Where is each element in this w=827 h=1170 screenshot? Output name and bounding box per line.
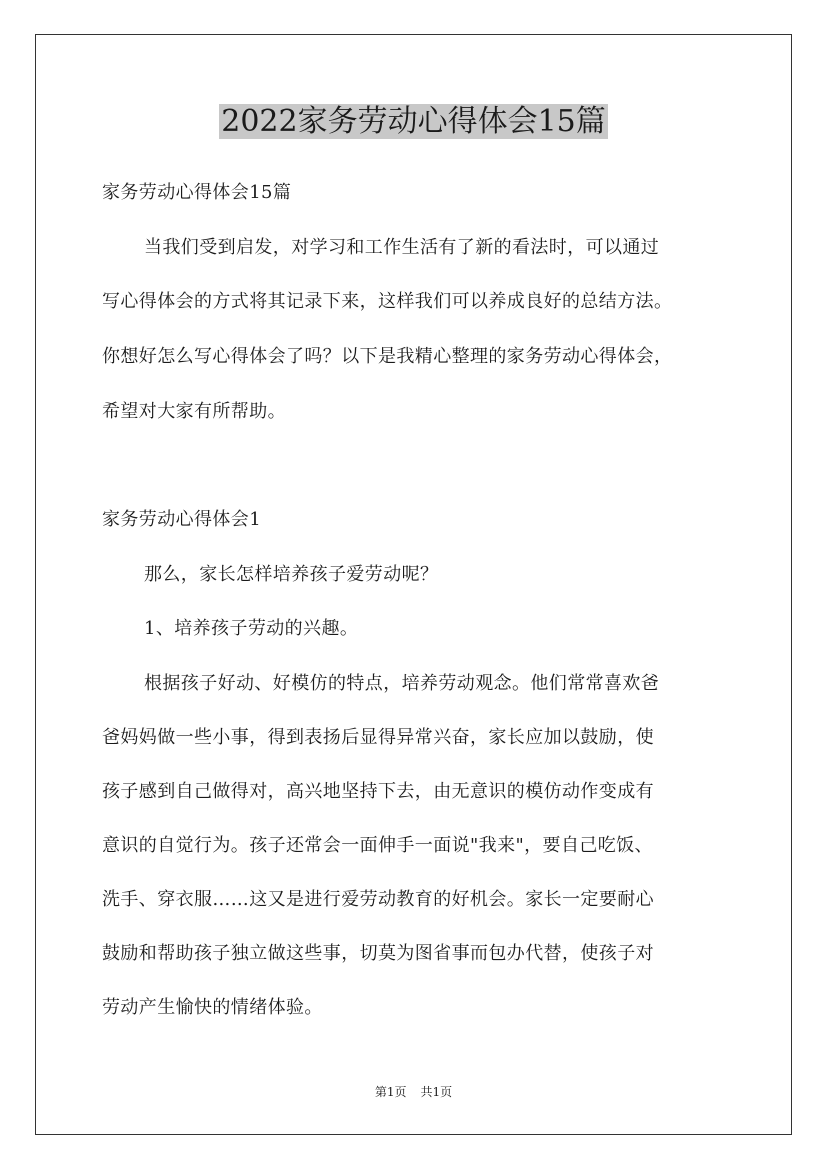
body-line-1: 根据孩子好动、好模仿的特点，培养劳动观念。他们常常喜欢爸	[144, 673, 660, 694]
point-1-line: 1、培养孩子劳动的兴趣。	[144, 618, 359, 639]
body-line-4: 意识的自觉行为。孩子还常会一面伸手一面说"我来"，要自己吃饭、	[102, 835, 653, 856]
intro-line-3: 你想好怎么写心得体会了吗？以下是我精心整理的家务劳动心得体会，	[102, 346, 673, 367]
intro-line-4: 希望对大家有所帮助。	[102, 401, 286, 422]
body-line-7: 劳动产生愉快的情绪体验。	[102, 997, 323, 1018]
intro-line-1: 当我们受到启发，对学习和工作生活有了新的看法时，可以通过	[144, 237, 660, 258]
page-footer	[0, 1084, 827, 1100]
body-line-6: 鼓励和帮助孩子独立做这些事，切莫为图省事而包办代替，使孩子对	[102, 943, 654, 964]
intro-line-2: 写心得体会的方式将其记录下来，这样我们可以养成良好的总结方法。	[102, 291, 673, 312]
body-line-5: 洗手、穿衣服……这又是进行爱劳动教育的好机会。家长一定要耐心	[102, 889, 654, 910]
document-title-text: 2022家务劳动心得体会15篇	[221, 104, 606, 139]
section-heading: 家务劳动心得体会1	[102, 509, 262, 530]
document-subtitle: 家务劳动心得体会15篇	[102, 182, 292, 203]
page-number: 第1页	[374, 1085, 407, 1099]
page-total: 共1页	[420, 1085, 453, 1099]
question-line: 那么，家长怎样培养孩子爱劳动呢？	[144, 564, 439, 585]
body-line-2: 爸妈妈做一些小事，得到表扬后显得异常兴奋，家长应加以鼓励，使	[102, 727, 654, 748]
body-line-3: 孩子感到自己做得对，高兴地坚持下去，由无意识的模仿动作变成有	[102, 781, 654, 802]
document-title	[0, 101, 827, 143]
